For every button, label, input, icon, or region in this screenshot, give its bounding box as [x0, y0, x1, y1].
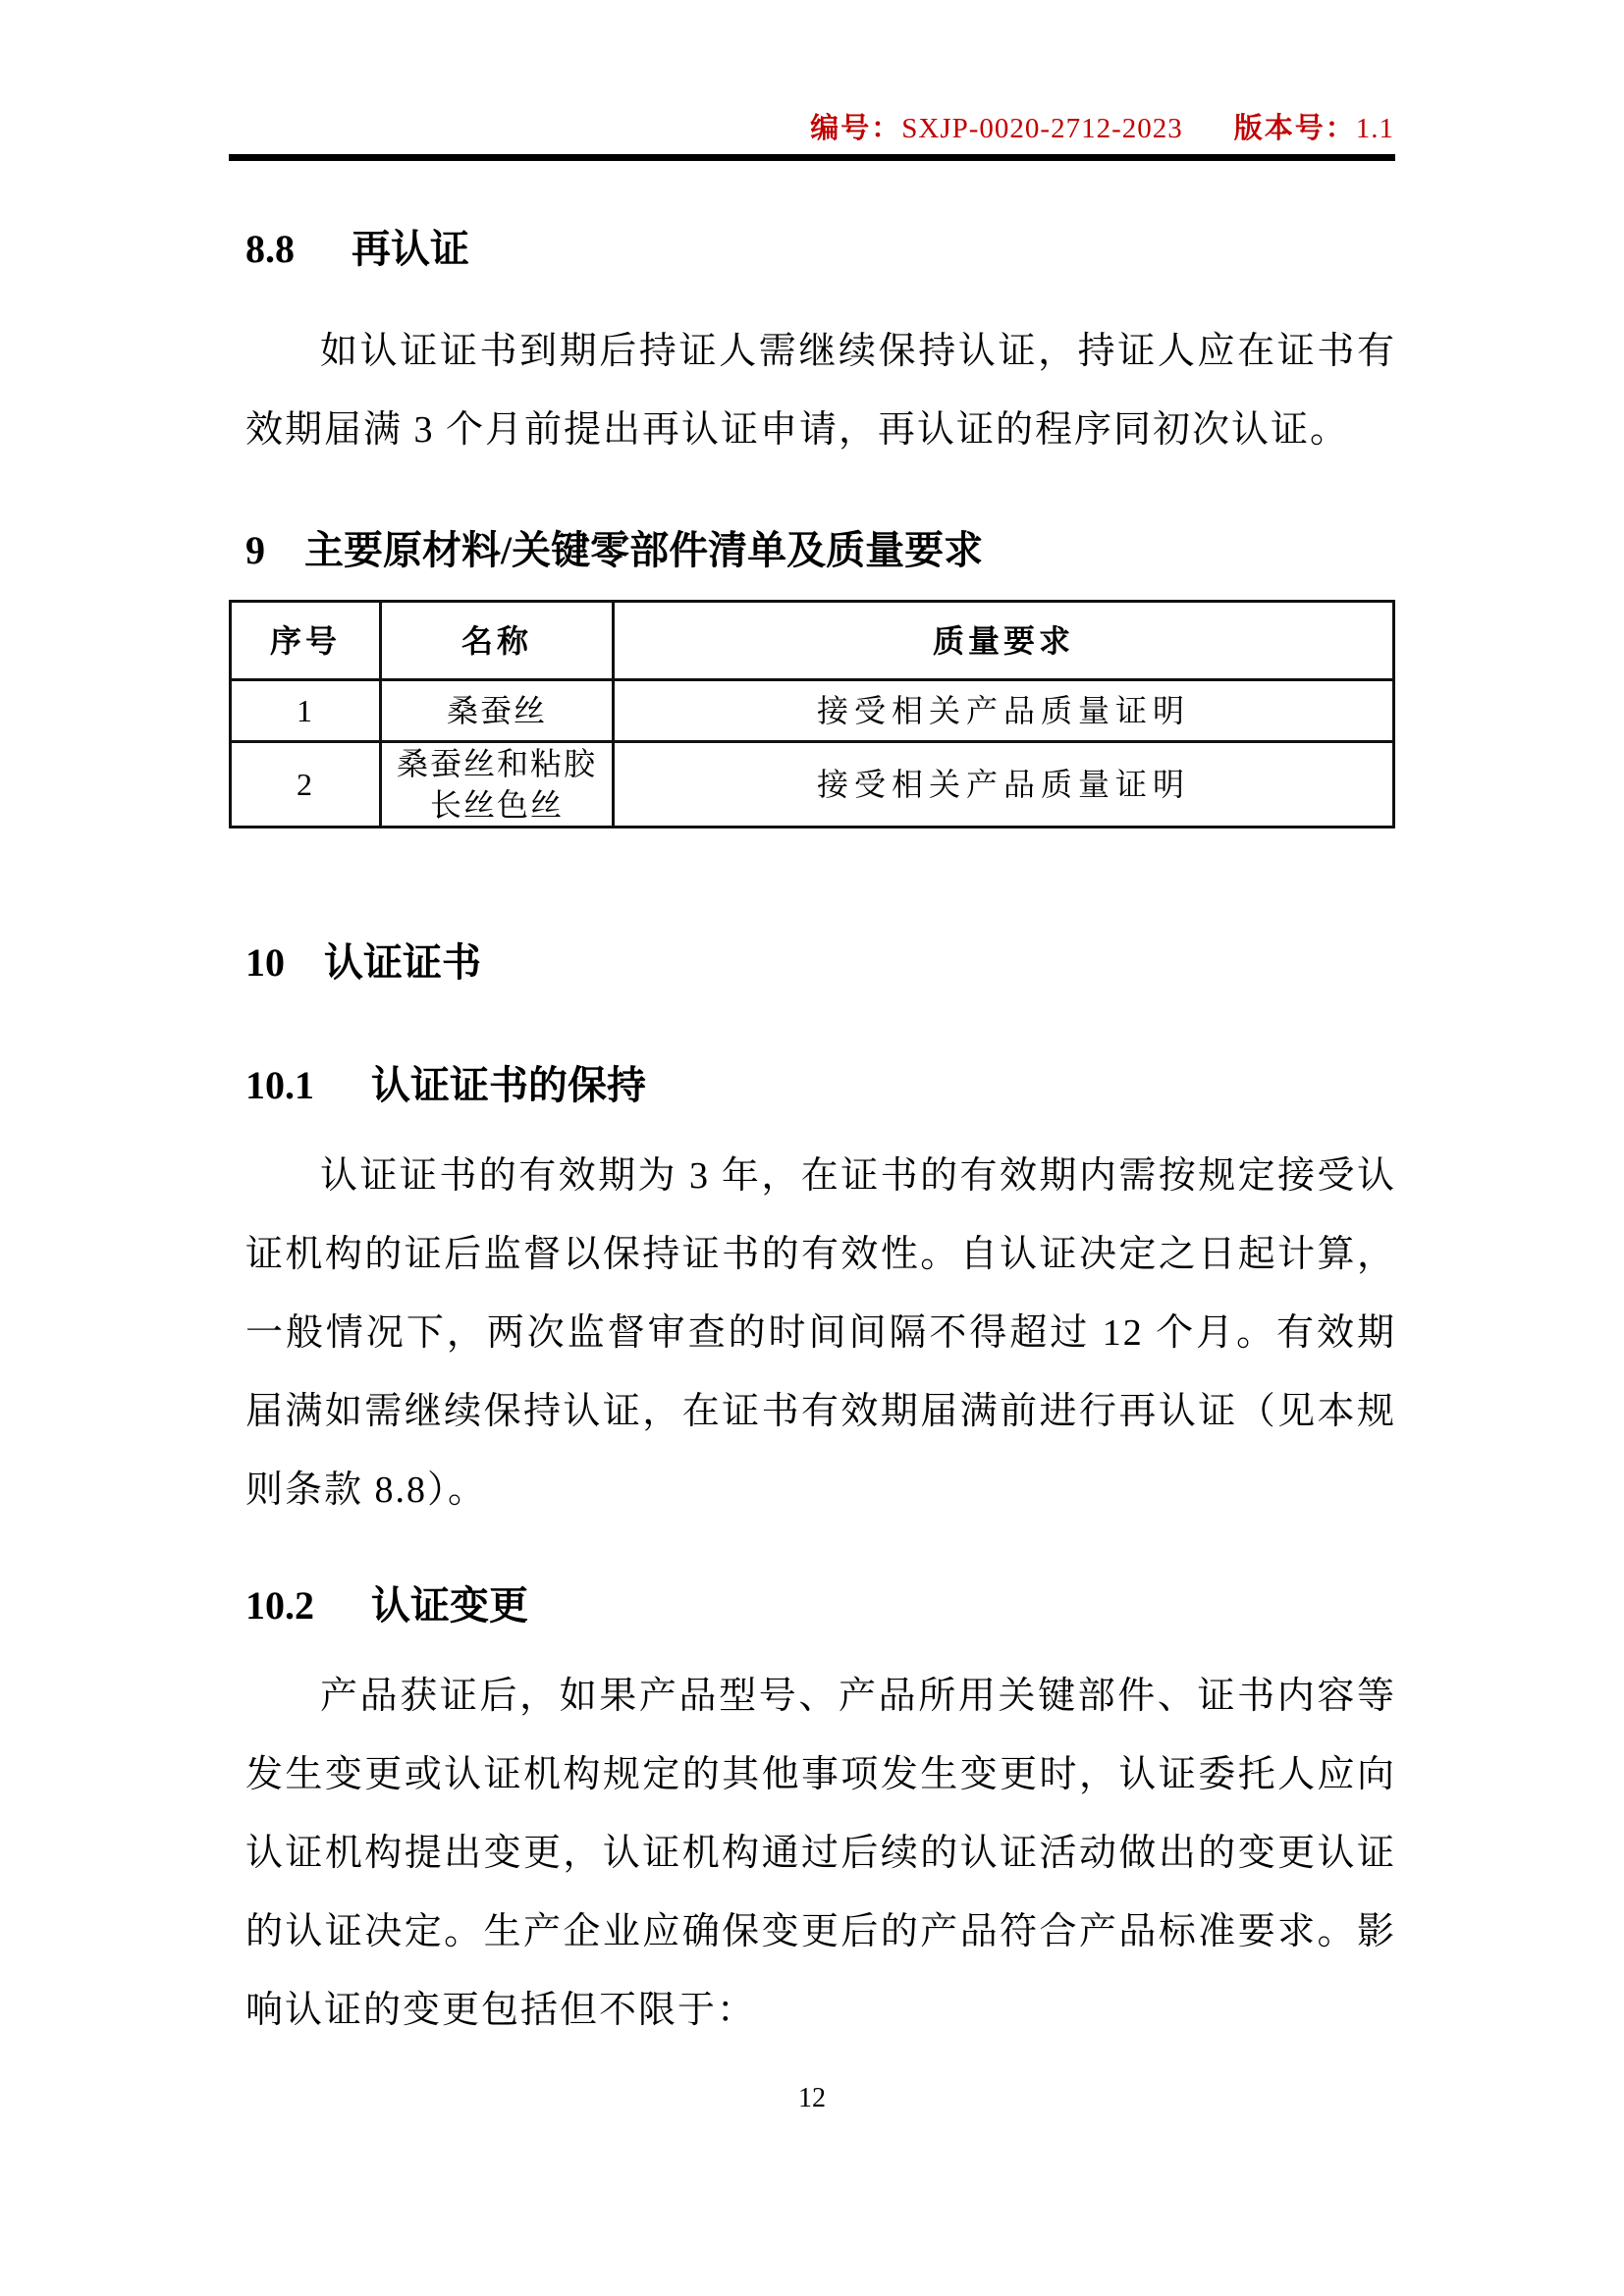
doc-header-line: [231, 106, 1394, 146]
paragraph-10-2: 产品获证后，如果产品型号、产品所用关键部件、证书内容等发生变更或认证机构规定的其他事项发生变更时，认证委托人应向认证机构提出变更，认证机构通过后续的认证活动做出的变更认证的认证决定。生产企业应确保变更后的产品符合产品标准要求。影响认证的变更包括但不限于：: [245, 1676, 1396, 2031]
cell-row2-name: 桑蚕丝和粘胶长丝色丝: [381, 742, 614, 828]
heading-10-2-number: 10.2: [245, 1583, 314, 1628]
heading-10-1-title: 认证证书的保持: [371, 1063, 646, 1107]
doc-number-label: 编号：: [810, 113, 902, 144]
table-header-row: [231, 602, 1394, 680]
materials-table: [229, 600, 1395, 828]
cell-row1-name: 桑蚕丝: [381, 680, 614, 742]
heading-8-8-number: 8.8: [245, 227, 295, 271]
paragraph-8-8: 如认证证书到期后持证人需继续保持认证，持证人应在证书有效期届满 3 个月前提出再认证申请，再认证的程序同初次认证。: [245, 331, 1396, 451]
page-number: 12: [798, 2083, 826, 2113]
heading-10-2-title: 认证变更: [371, 1583, 528, 1628]
table-header-requirement: 质量要求: [614, 602, 1394, 680]
heading-8-8: [245, 226, 469, 273]
header-rule: [229, 154, 1395, 161]
table-row: [231, 680, 1394, 742]
heading-10-title: 认证证书: [324, 940, 481, 985]
table-row: [231, 742, 1394, 828]
heading-9-title: 主要原材料/关键零部件清单及质量要求: [304, 528, 984, 572]
doc-number-value: SXJP-0020-2712-2023: [901, 113, 1183, 144]
heading-10-1: [245, 1062, 646, 1109]
heading-10-number: 10: [245, 940, 285, 985]
cell-row2-no: 2: [231, 742, 381, 828]
heading-10-2: [245, 1582, 528, 1629]
heading-9: [245, 527, 983, 574]
heading-10: [245, 939, 481, 987]
cell-row1-requirement: 接受相关产品质量证明: [614, 680, 1394, 742]
paragraph-10-1: 认证证书的有效期为 3 年，在证书的有效期内需按规定接受认证机构的证后监督以保持证书的有效性。自认证决定之日起计算，一般情况下，两次监督审查的时间间隔不得超过 12 个月。有效期届满如需继续保持认证，在证书有效期届满前进行再认证（见本规则条款 8.8）。: [245, 1155, 1396, 1511]
version-value: 1.1: [1355, 113, 1394, 144]
table-header-name: 名称: [381, 602, 614, 680]
version-label: 版本号：: [1233, 113, 1356, 144]
table-header-no: 序号: [231, 602, 381, 680]
heading-10-1-number: 10.1: [245, 1063, 314, 1107]
heading-9-number: 9: [245, 528, 265, 572]
cell-row2-requirement: 接受相关产品质量证明: [614, 742, 1394, 828]
cell-row1-no: 1: [231, 680, 381, 742]
heading-8-8-title: 再认证: [352, 227, 469, 271]
